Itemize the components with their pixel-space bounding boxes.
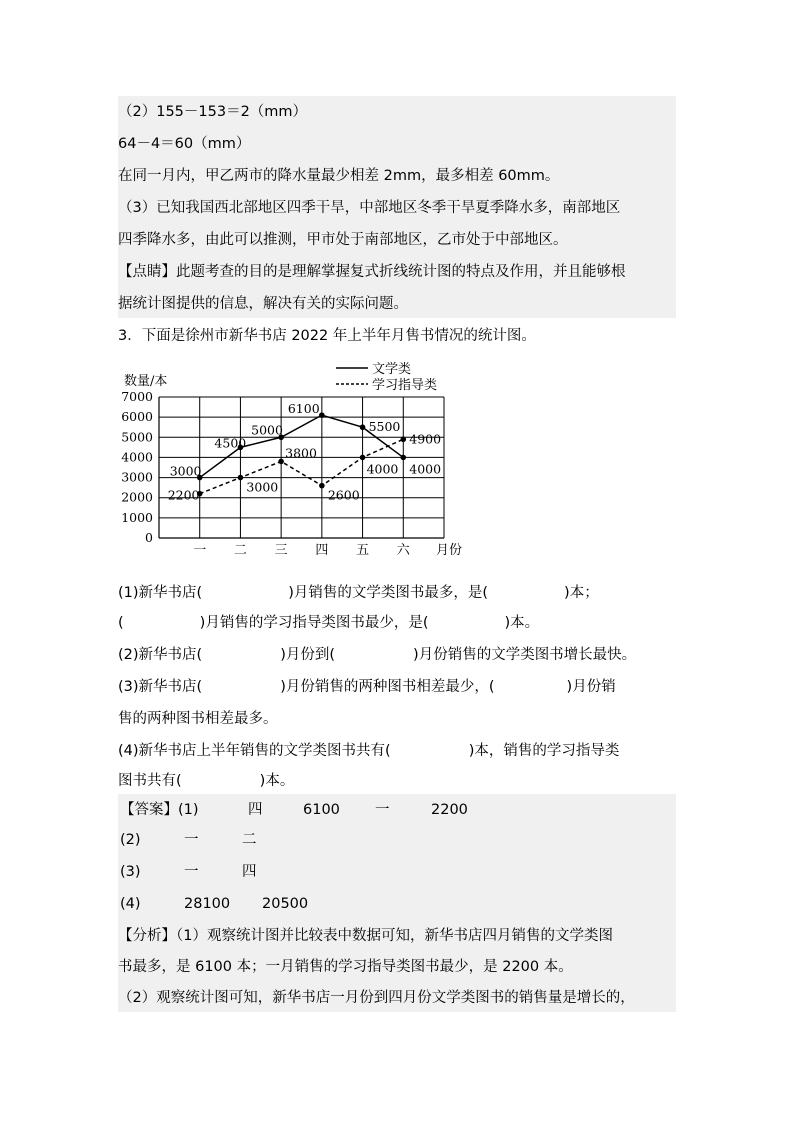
legend-xuexi: 学习指导类: [372, 378, 438, 393]
q2-part2: )月份到(: [280, 647, 336, 663]
answer-1-value-2: 6100: [303, 802, 340, 818]
answer-4-label: (4): [120, 896, 141, 912]
data-point-s1: [400, 455, 406, 461]
answer-1-value-1: 四: [248, 802, 263, 818]
q3-line-2: 售的两种图书相差最多。: [118, 711, 278, 727]
data-label-s1: 3000: [169, 463, 202, 479]
data-point-s2: [360, 455, 366, 461]
dianjing-line-2: 据统计图提供的信息，解决有关的实际问题。: [118, 296, 408, 312]
answer-2-value-2: 二: [242, 832, 257, 848]
x-tick-label: 一: [193, 543, 207, 558]
q1-a-part1: (1)新华书店(: [118, 585, 203, 601]
answer-3-label: (3): [120, 864, 141, 880]
x-tick-label: 三: [274, 543, 288, 558]
y-tick-label: 4000: [121, 449, 153, 465]
solution-line-1: （2）155－153＝2（mm）: [118, 104, 308, 120]
q4-part1: (4)新华书店上半年销售的文学类图书共有(: [118, 743, 391, 759]
answer-2-value-1: 一: [184, 832, 199, 848]
y-tick-label: 1000: [121, 509, 153, 525]
dianjing-line-1: 【点睛】此题考查的目的是理解掌握复式折线统计图的特点及作用，并且能够根: [118, 264, 626, 280]
y-tick-label: 0: [145, 530, 153, 545]
q4-line-2: [118, 771, 294, 791]
x-tick-label: 六: [396, 543, 410, 558]
x-tick-label: 五: [356, 543, 370, 558]
data-label-s2: 4900: [409, 431, 442, 447]
q1-line-1: [118, 583, 599, 603]
q3-line-1: [118, 677, 616, 697]
q2-part3: )月份销售的文学类图书增长最快。: [413, 647, 637, 663]
q4-l2-part1: 图书共有(: [118, 773, 182, 789]
solution-line-4: （3）已知我国西北部地区四季干旱，中部地区冬季干旱夏季降水多，南部地区: [118, 200, 621, 216]
answer-4-value-1: 28100: [184, 896, 231, 912]
answer-3-value-2: 四: [242, 864, 257, 880]
solution-line-5: 四季降水多，由此可以推测，甲市处于南部地区，乙市处于中部地区。: [118, 232, 568, 248]
q1-b-part2: )月销售的学习指导类图书最少，是(: [199, 615, 429, 631]
data-label-s1: 5000: [251, 422, 283, 438]
data-label-s2: 4000: [366, 461, 399, 477]
x-tick-label: 四: [315, 543, 329, 558]
y-tick-label: 3000: [121, 469, 153, 485]
data-point-s2: [400, 437, 406, 443]
y-tick-label: 5000: [121, 429, 153, 445]
line-chart: [114, 355, 474, 560]
answer-4-value-2: 20500: [262, 896, 309, 912]
q1-a-part3: )本；: [564, 585, 599, 601]
data-label-s2: 3000: [246, 479, 279, 495]
x-tick-label: 二: [233, 543, 247, 558]
x-axis-unit: 月份: [436, 543, 463, 558]
y-tick-label: 2000: [121, 489, 153, 505]
data-label-s1: 6100: [287, 401, 320, 417]
q2-part1: (2)新华书店(: [118, 647, 203, 663]
data-label-s2: 3800: [285, 445, 317, 461]
y-axis-title: 数量/本: [124, 374, 168, 389]
answer-1-value-3: 一: [375, 802, 390, 818]
data-point-s1: [319, 412, 325, 418]
question-3-title: 3．下面是徐州市新华书店 2022 年上半年月售书情况的统计图。: [118, 328, 536, 344]
q1-b-part3: )本。: [504, 615, 540, 631]
legend-wenxue: 文学类: [372, 362, 412, 377]
answer-3-value-1: 一: [184, 864, 199, 880]
data-label-s2: 2600: [327, 487, 360, 503]
data-point-s2: [319, 483, 325, 489]
data-point-s2: [278, 459, 284, 465]
data-point-s1: [360, 424, 366, 430]
q2-line: [118, 645, 636, 665]
data-point-s2: [238, 475, 244, 481]
answer-1-value-4: 2200: [431, 802, 468, 818]
q3-part3: )月份销: [566, 679, 616, 695]
analysis-line-3: （2）观察统计图可知，新华书店一月份到四月份文学类图书的销售量是增长的，: [118, 990, 635, 1006]
q1-a-part2: )月销售的文学类图书最多，是(: [288, 585, 489, 601]
data-label-s2: 2200: [167, 487, 200, 503]
answer-1-label: 【答案】(1): [120, 802, 199, 818]
solution-line-2: 64－4＝60（mm）: [118, 136, 251, 152]
q1-line-2: [118, 613, 539, 633]
q4-l2-part2: )本。: [259, 773, 295, 789]
analysis-line-1: 【分析】（1）观察统计图并比较表中数据可知，新华书店四月销售的文学类图: [118, 928, 613, 944]
q4-line-1: [118, 741, 619, 761]
data-label-s1: 4000: [409, 461, 442, 477]
q3-part2: )月份销售的两种图书相差最少，(: [280, 679, 495, 695]
data-label-s1: 5500: [368, 419, 401, 435]
q3-part1: (3)新华书店(: [118, 679, 203, 695]
answer-2-label: (2): [120, 832, 141, 848]
solution-line-3: 在同一月内，甲乙两市的降水量最少相差 2mm，最多相差 60mm。: [118, 168, 560, 184]
data-label-s1: 4500: [214, 435, 247, 451]
analysis-line-2: 书最多，是 6100 本；一月销售的学习指导类图书最少，是 2200 本。: [118, 959, 573, 975]
y-tick-label: 6000: [121, 409, 153, 425]
q4-part2: )本，销售的学习指导类: [468, 743, 620, 759]
q1-b-part1: (: [118, 615, 124, 631]
y-tick-label: 7000: [121, 389, 153, 404]
